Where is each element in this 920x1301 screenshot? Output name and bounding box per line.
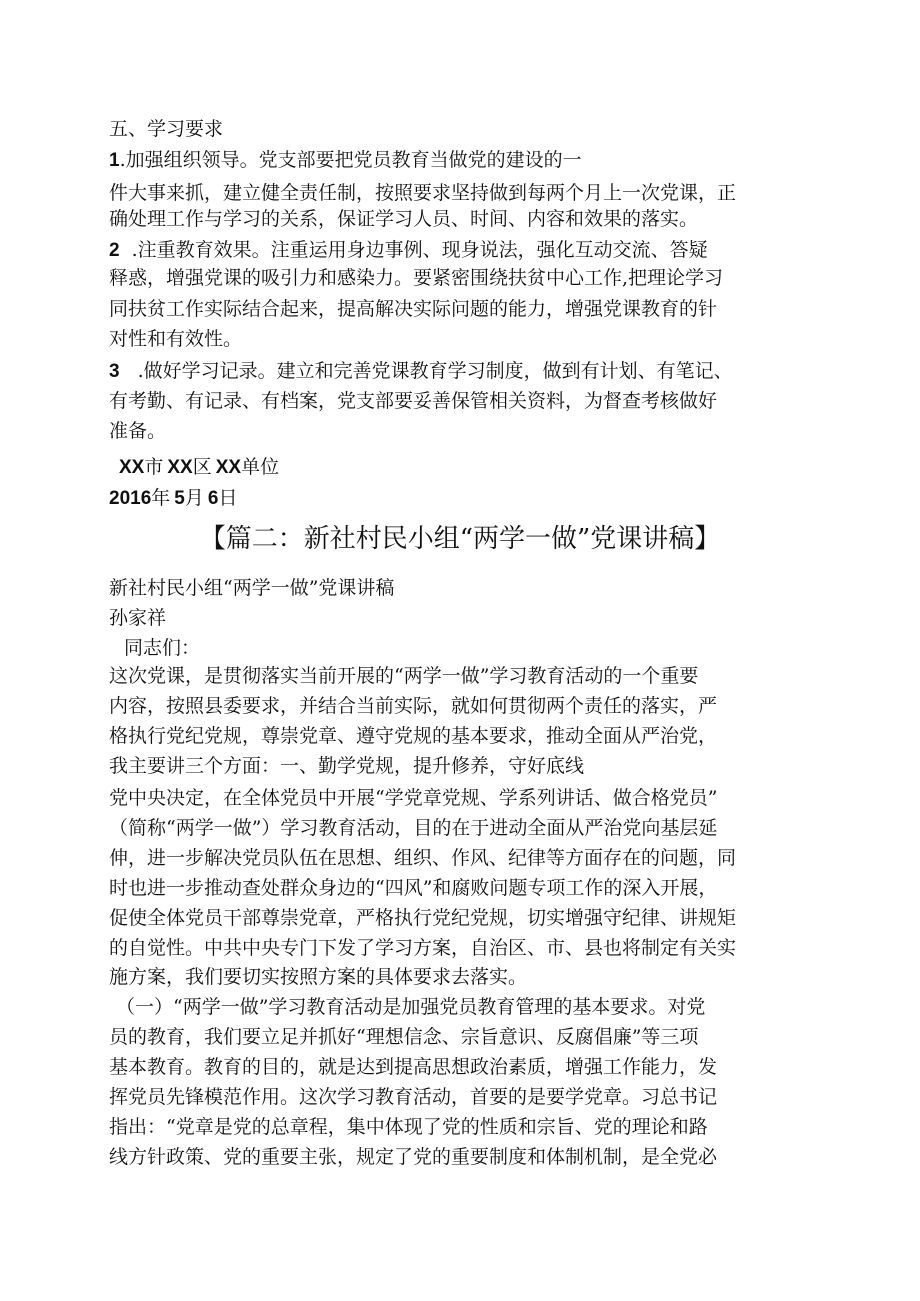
date-part: 年 [151,487,171,509]
date-part: 5 [174,488,185,509]
unit-part: XX [167,457,193,478]
item-number: 1 [109,150,120,171]
issuing-unit [119,455,279,480]
chapter-title: 【篇二：新社村民小组“两学一做”党课讲稿】 [199,524,721,554]
item-number: 3 [109,361,120,382]
paragraph-line: 员的教育，我们要立足并抓好“理想信念、宗旨意识、反腐倡廉”等三项 [109,1026,699,1048]
speech-title: 新社村民小组“两学一做”党课讲稿 [109,577,395,599]
paragraph-line: 同扶贫工作实际结合起来，提高解决实际问题的能力，增强党课教育的针 [109,298,718,320]
paragraph-line: 准备。 [109,420,167,442]
date-part: 6 [207,488,219,509]
unit-part: 区 [192,456,212,478]
paragraph-line: 有考勤、有记录、有档案，党支部要妥善保管相关资料，为督查考核做好 [109,390,718,412]
paragraph-line: 挥党员先锋模范作用。这次学习教育活动，首要的是要学党章。习总书记 [109,1086,718,1108]
unit-part: 单位 [241,456,280,478]
item-text: .加强组织领导。党支部要把党员教育当做党的建设的一 [119,149,582,171]
paragraph-line: 格执行党纪党规，尊崇党章、遵守党规的基本要求，推动全面从严治党， [109,725,718,747]
paragraph-line: 件大事来抓，建立健全责任制，按照要求坚持做到每两个月上一次党课，正 [109,182,737,204]
paragraph-line: 线方针政策、党的重要主张，规定了党的重要制度和体制机制，是全党必 [109,1146,718,1168]
paragraph-line: 内容，按照县委要求，并结合当前实际，就如何贯彻两个责任的落实，严 [109,695,718,717]
unit-part: XX [215,457,242,478]
paragraph-line: 伸，进一步解决党员队伍在思想、组织、作风、纪律等方面存在的问题，同 [109,847,737,869]
item-2-first-line [109,238,708,263]
paragraph-line: 的自觉性。中共中央专门下发了学习方案，自治区、市、县也将制定有关实 [109,937,737,959]
paragraph-line: 对性和有效性。 [109,328,243,350]
paragraph-line: 施方案，我们要切实按照方案的具体要求去落实。 [109,966,528,988]
item-text: .注重教育效果。注重运用身边事例、现身说法，强化互动交流、答疑 [131,239,708,261]
paragraph-line: 指出：“党章是党的总章程，集中体现了党的性质和宗旨、党的理论和路 [109,1116,708,1138]
date-part: 月 [184,487,204,509]
date-part: 日 [218,487,238,509]
speech-greeting: 同志们： [124,637,201,659]
paragraph-line: 促使全体党员干部尊崇党章，严格执行党纪党规，切实增强守纪律、讲规矩 [109,907,737,929]
paragraph-line: 这次党课，是贯彻落实当前开展的“两学一做”学习教育活动的一个重要 [109,665,699,687]
date-part: 2016 [109,488,152,509]
paragraph-line: 我主要讲三个方面：一、勤学党规，提升修养，守好底线 [109,755,585,777]
item-text: .做好学习记录。建立和完善党课教育学习制度，做到有计划、有笔记、 [137,360,733,382]
item-3-first-line [109,359,733,384]
paragraph-line: 基本教育。教育的目的，就是达到提高思想政治素质，增强工作能力，发 [109,1056,718,1078]
paragraph-line: 确处理工作与学习的关系，保证学习人员、时间、内容和效果的落实。 [109,208,699,230]
paragraph-line: （一）“两学一做”学习教育活动是加强党员教育管理的基本要求。对党 [116,996,706,1018]
unit-part: XX [119,457,145,478]
section-heading: 五、学习要求 [109,118,224,140]
issue-date [109,486,237,511]
speech-author: 孙家祥 [109,607,167,629]
paragraph-line: 党中央决定，在全体党员中开展“学党章党规、学系列讲话、做合格党员” [109,787,718,809]
unit-part: 市 [144,456,164,478]
item-number: 2 [109,240,120,261]
paragraph-line: 时也进一步推动查处群众身边的“四风”和腐败问题专项工作的深入开展， [109,877,718,899]
paragraph-line: 释惑，增强党课的吸引力和感染力。要紧密围绕扶贫中心工作,把理论学习 [109,267,724,289]
item-1-first-line [109,148,582,173]
paragraph-line: （简称“两学一做”）学习教育活动，目的在于进动全面从严治党向基层延 [109,817,718,839]
